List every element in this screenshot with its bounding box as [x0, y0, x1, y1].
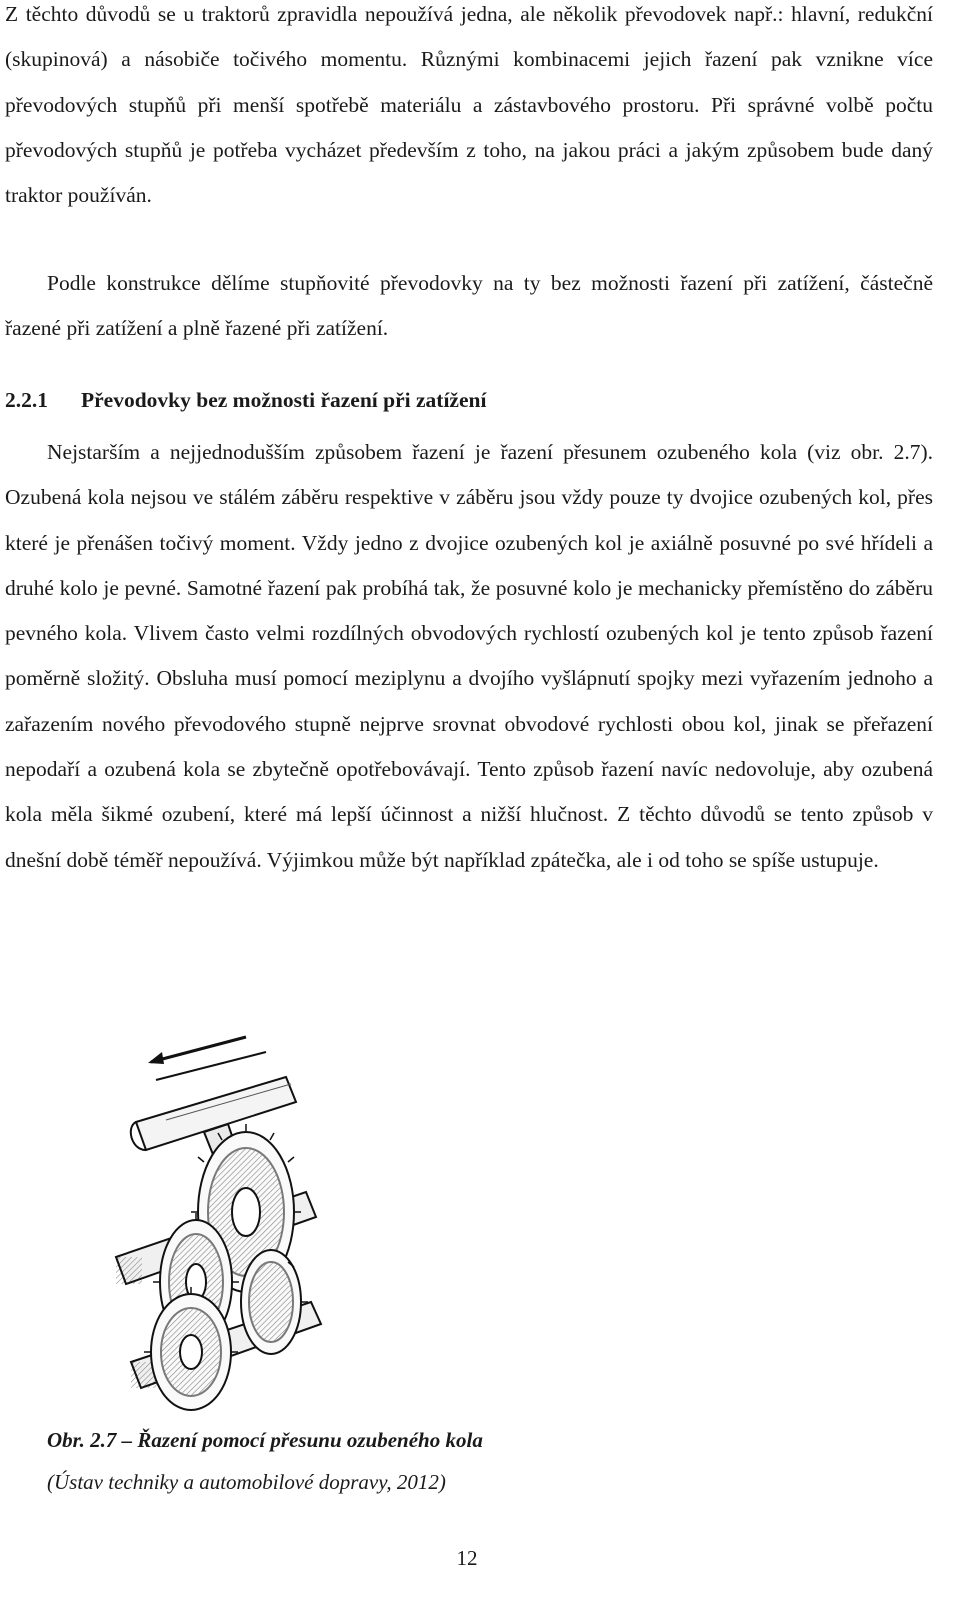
paragraph-sliding-gear: Nejstarším a nejjednodušším způsobem řazení je řazení přesunem ozubeného kola (viz obr. 2.7). Ozubená kola nejsou ve stálém záběru respektive v záběru jsou vždy pouze ty dvojice ozubených kol, přes které je přenášen točivý moment. Vždy jedno z dvojice ozubených kol je axiálně posuvné po své hřídeli a druhé kolo je pevné. Samotné řazení pak probíhá tak, že posuvné kolo je mechanicky přemístěno do záběru pevného kola. Vlivem často velmi rozdílných obvodových rychlostí ozubených kol je tento způsob řazení poměrně složitý. Obsluha musí pomocí meziplynu a dvojího vyšlápnutí spojky mezi vyřazením jednoho a zařazením nového převodového stupně nejprve srovnat obvodové rychlosti obou kol, jinak se přeřazení nepodaří a ozubená kola se zbytečně opotřebovávají. Tento způsob řazení navíc nedovoluje, aby ozubená kola měla šikmé ozubení, které má lepší účinnost a nižší hlučnost. Z těchto důvodů se tento způsob v dnešní době téměř nepoužívá. Výjimkou může být například zpátečka, ale i od toho se spíše ustupuje.: [5, 440, 933, 872]
section-heading: [5, 377, 486, 423]
figure-source: (Ústav techniky a automobilové dopravy, 2012): [47, 1470, 446, 1494]
paragraph-classification: Podle konstrukce dělíme stupňovité převodovky na ty bez možnosti řazení při zatížení, částečně řazené při zatížení a plně řazené při zatížení.: [5, 271, 933, 341]
section-number: 2.2.1: [5, 388, 48, 412]
paragraph-intro: Z těchto důvodů se u traktorů zpravidla nepoužívá jedna, ale několik převodovek např.: hlavní, redukční (skupinová) a násobiče točivého momentu. Různými kombinacemi jejich řazení pak vznikne více převodových stupňů při menší spotřebě materiálu a zástavbového prostoru. Při správné volbě počtu převodových stupňů je potřeba vycházet především z toho, na jakou práci a jakým způsobem bude daný traktor používán.: [5, 2, 933, 208]
shift-arrow-icon: [148, 1037, 266, 1080]
sliding-gear-transmission-illustration: [96, 1032, 346, 1422]
gearbox-figure: [96, 1032, 346, 1422]
section-title: Převodovky bez možnosti řazení při zatížení: [81, 388, 487, 412]
page-number: 12: [456, 1546, 478, 1570]
gear-wheels: [151, 1132, 301, 1410]
figure-caption: Obr. 2.7 – Řazení pomocí přesunu ozubeného kola: [47, 1428, 483, 1452]
